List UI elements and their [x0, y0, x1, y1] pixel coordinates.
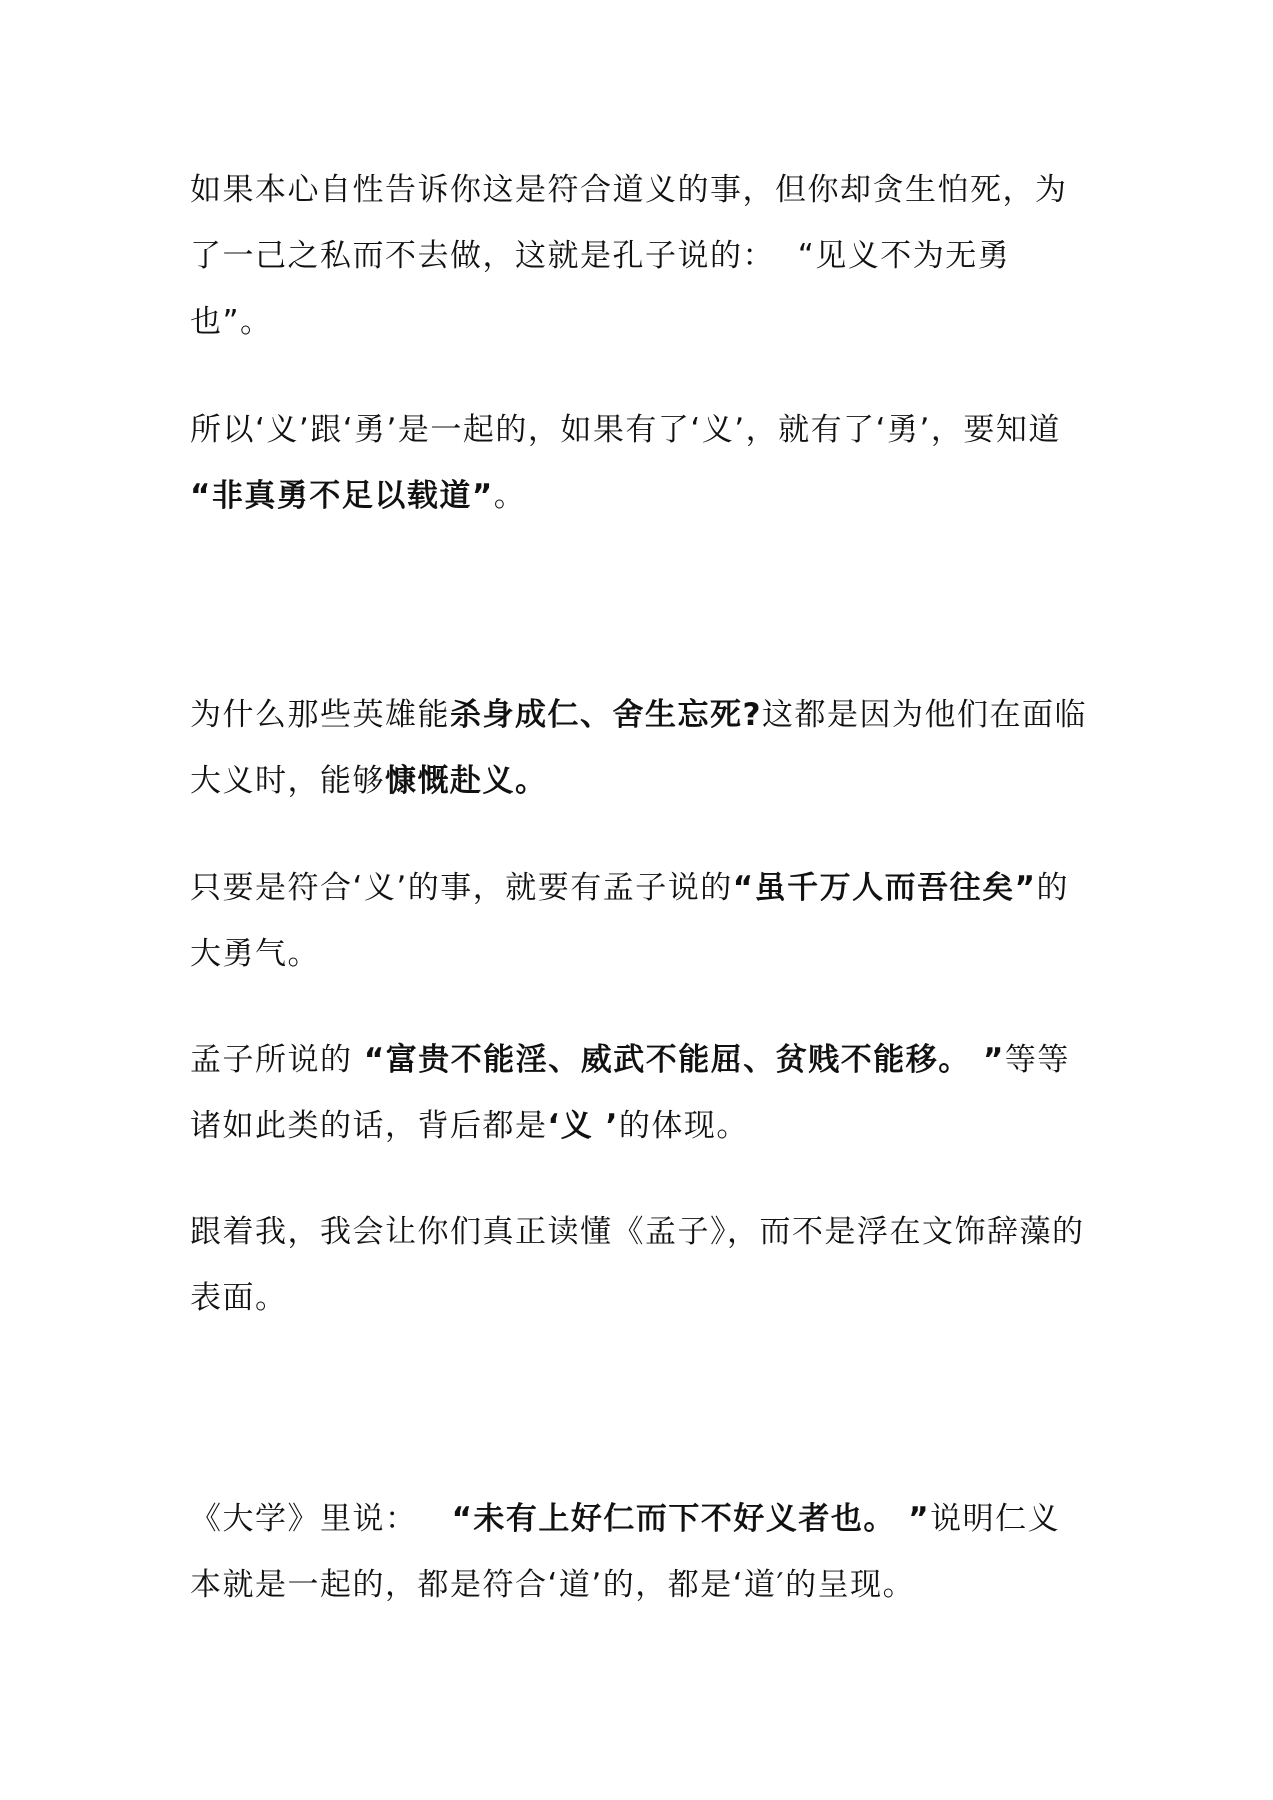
paragraph-1-text: 如果本心自性告诉你这是符合道义的事，但你却贪生怕死，为了一己之私而不去做，这就是孔子说的： “见义不为无勇也”。	[190, 172, 1068, 340]
paragraph-5-text-a: 孟子所说的	[190, 1042, 364, 1078]
paragraph-3-bold-a: 杀身成仁、舍生忘死?	[450, 697, 762, 733]
paragraph-6	[190, 1199, 1090, 1331]
paragraph-2-text-b: 。	[493, 478, 527, 514]
paragraph-7-text-b: 说明仁义本就是一起的，都是符合‘道’的，都是‘道′的呈现。	[190, 1501, 1061, 1603]
paragraph-7-bold-quote: “未有上好仁而下不好义者也。 ”	[451, 1501, 931, 1537]
paragraph-1	[190, 157, 1090, 355]
paragraph-7	[190, 1486, 1090, 1618]
paragraph-4-text-a: 只要是符合‘义’的事，就要有孟子说的	[190, 870, 733, 906]
paragraph-3-text-b: 这都是因为他们在面临大义时，能够	[190, 697, 1087, 799]
paragraph-2-bold-quote: “非真勇不足以载道”	[190, 478, 494, 514]
paragraph-3-bold-b: 慷慨赴义。	[385, 763, 548, 799]
paragraph-5	[190, 1027, 1090, 1159]
paragraph-4-text-b: 的大勇气。	[190, 870, 1069, 972]
paragraph-5-bold-yi: ‘义 ’	[547, 1108, 619, 1144]
paragraph-4-bold-quote: “虽千万人而吾往矣”	[732, 870, 1037, 906]
paragraph-5-text-c: 的体现。	[618, 1108, 749, 1144]
paragraph-7-text-a: 《大学》里说：	[190, 1501, 452, 1537]
paragraph-5-text-b: 等等诸如此类的话，背后都是	[190, 1042, 1070, 1144]
paragraph-6-text: 跟着我，我会让你们真正读懂《孟子》，而不是浮在文饰辞藻的表面。	[190, 1214, 1085, 1316]
paragraph-3	[190, 682, 1090, 814]
paragraph-2	[190, 397, 1090, 529]
paragraph-3-text-a: 为什么那些英雄能	[190, 697, 450, 733]
paragraph-4	[190, 855, 1090, 987]
paragraph-5-bold-quote: “富贵不能淫、威武不能屈、贫贱不能移。 ”	[363, 1042, 1005, 1078]
paragraph-2-text-a: 所以‘义’跟‘勇’是一起的，如果有了‘义’，就有了‘勇’，要知道	[190, 412, 1073, 448]
